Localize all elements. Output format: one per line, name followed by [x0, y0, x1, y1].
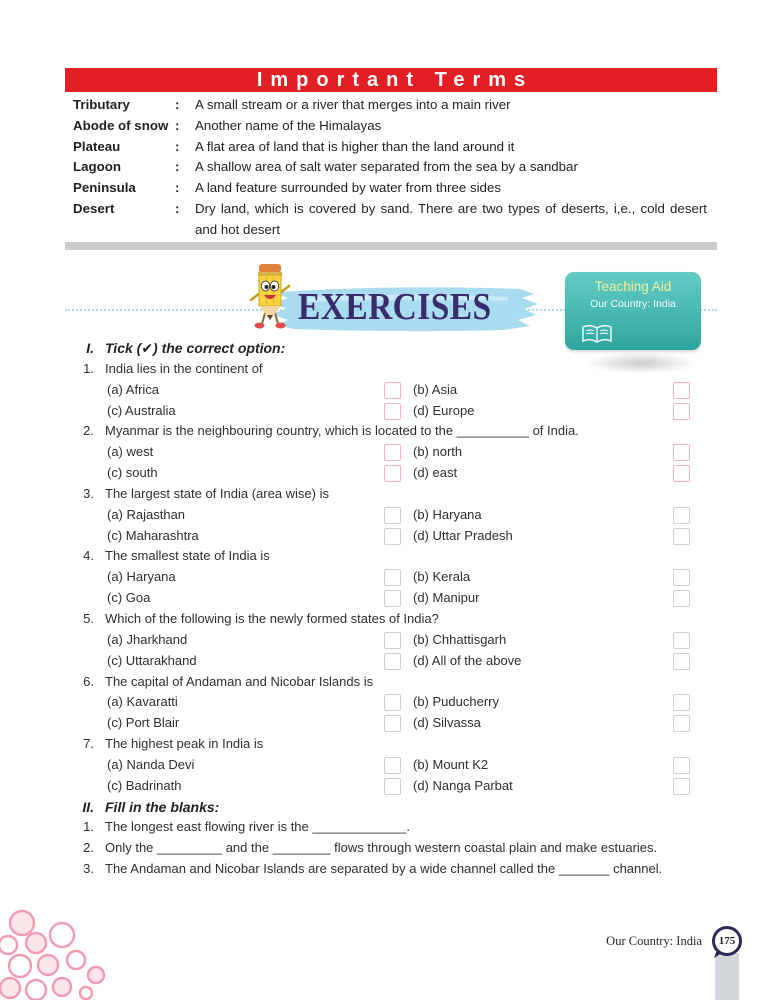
option-d-checkbox[interactable]: [673, 590, 690, 607]
option-c: (c) Badrinath: [107, 777, 182, 793]
option-c: (c) Goa: [107, 590, 151, 606]
options-row: [0, 692, 782, 713]
option-c-checkbox[interactable]: [384, 778, 401, 795]
important-terms-banner: Important Terms: [65, 68, 717, 92]
blank-number: 2.: [83, 840, 94, 856]
term-separator: :: [175, 159, 180, 175]
term-name: Lagoon: [73, 159, 122, 175]
option-d-checkbox[interactable]: [673, 653, 690, 670]
question-number: 1.: [83, 360, 94, 376]
option-d: (d) Nanga Parbat: [413, 777, 513, 793]
question-number: 5.: [83, 610, 94, 626]
question-text: Which of the following is the newly formed states of India?: [105, 610, 439, 626]
term-definition: Another name of the Himalayas: [195, 117, 382, 133]
question-text: India lies in the continent of: [105, 360, 263, 376]
options-row: [0, 755, 782, 776]
page-number: 175: [718, 935, 736, 947]
term-name: Peninsula: [73, 180, 136, 196]
page-tab-strip: [715, 953, 739, 1000]
option-b-checkbox[interactable]: [673, 507, 690, 524]
section-2-heading: [0, 797, 782, 818]
option-c-checkbox[interactable]: [384, 653, 401, 670]
bubbles-decoration: [0, 905, 112, 1000]
blank-text: Only the _________ and the ________ flows through western coastal plain and make estuaries.: [105, 840, 658, 856]
option-d: (d) Manipur: [413, 590, 480, 606]
section-number: II.: [82, 798, 94, 815]
option-b: (b) Asia: [413, 381, 458, 397]
section-number: I.: [86, 340, 94, 356]
term-row: [0, 157, 782, 178]
pencil-mascot-icon: [243, 262, 295, 330]
question-number: 3.: [83, 485, 94, 501]
question: [0, 672, 782, 735]
option-b-checkbox[interactable]: [673, 632, 690, 649]
option-d: (d) east: [413, 465, 458, 481]
teaching-aid-label: Teaching Aid: [594, 279, 672, 294]
option-a-checkbox[interactable]: [384, 569, 401, 586]
option-d: (d) Uttar Pradesh: [413, 527, 513, 543]
term-name: Desert: [73, 200, 115, 216]
option-b-checkbox[interactable]: [673, 694, 690, 711]
term-row: [0, 137, 782, 158]
section-title: Tick (✔) the correct option:: [105, 340, 286, 356]
question-row: [0, 609, 782, 630]
option-c-checkbox[interactable]: [384, 403, 401, 420]
option-c: (c) Maharashtra: [107, 527, 199, 543]
term-separator: :: [175, 180, 180, 196]
options-row: [0, 442, 782, 463]
footer-title: Our Country: India: [606, 934, 702, 948]
question-text: The smallest state of India is: [105, 548, 270, 564]
term-row: [0, 116, 782, 137]
term-row: [0, 199, 782, 241]
option-a-checkbox[interactable]: [384, 382, 401, 399]
question: [0, 484, 782, 547]
teaching-aid-subtitle: Our Country: India: [590, 298, 676, 310]
question-number: 4.: [83, 548, 94, 564]
option-a-checkbox[interactable]: [384, 444, 401, 461]
question: [0, 359, 782, 422]
option-a: (a) Jharkhand: [107, 631, 188, 647]
option-b: (b) Chhattisgarh: [413, 631, 507, 647]
option-a: (a) Kavaratti: [107, 694, 178, 710]
question-text: The capital of Andaman and Nicobar Islands is: [105, 673, 374, 689]
term-row: [0, 95, 782, 116]
options-row: [0, 380, 782, 401]
option-a: (a) Rajasthan: [107, 506, 186, 522]
option-d: (d) Silvassa: [413, 715, 481, 731]
option-c: (c) Australia: [107, 402, 176, 418]
term-definition: Dry land, which is covered by sand. There are two types of deserts, i,e., cold desert and hot desert: [195, 200, 707, 237]
blank-item: [0, 838, 782, 859]
question-row: [0, 484, 782, 505]
term-definition: A flat area of land that is higher than the land around it: [195, 138, 515, 154]
section-divider: [65, 242, 717, 250]
term-row: [0, 178, 782, 199]
exercises-body: [0, 338, 782, 880]
options-row: [0, 505, 782, 526]
term-definition: A shallow area of salt water separated from the sea by a sandbar: [195, 159, 578, 175]
term-name: Abode of snow: [73, 117, 169, 133]
option-a: (a) west: [107, 444, 154, 460]
option-a-checkbox[interactable]: [384, 507, 401, 524]
option-c-checkbox[interactable]: [384, 590, 401, 607]
section-title: Fill in the blanks:: [105, 798, 220, 815]
option-c-checkbox[interactable]: [384, 715, 401, 732]
section-1-heading: [0, 338, 782, 359]
options-row: [0, 463, 782, 484]
question: [0, 546, 782, 609]
option-a-checkbox[interactable]: [384, 632, 401, 649]
option-b: (b) Mount K2: [413, 756, 489, 772]
option-b-checkbox[interactable]: [673, 382, 690, 399]
important-terms-list: [0, 95, 782, 241]
term-separator: :: [175, 138, 180, 154]
option-d-checkbox[interactable]: [673, 465, 690, 482]
question-row: [0, 672, 782, 693]
term-definition: A small stream or a river that merges into a main river: [195, 97, 511, 112]
option-c: (c) south: [107, 465, 158, 481]
options-row: [0, 526, 782, 547]
option-c: (c) Port Blair: [107, 715, 180, 731]
option-c: (c) Uttarakhand: [107, 652, 197, 668]
question-number: 2.: [83, 423, 94, 439]
question-text: Myanmar is the neighbouring country, which is located to the __________ of India.: [105, 423, 579, 439]
blank-text: The longest east flowing river is the _____________.: [105, 819, 410, 835]
option-b-checkbox[interactable]: [673, 757, 690, 774]
option-d-checkbox[interactable]: [673, 715, 690, 732]
term-separator: :: [175, 117, 180, 133]
options-row: [0, 776, 782, 797]
question-row: [0, 546, 782, 567]
option-c-checkbox[interactable]: [384, 465, 401, 482]
blank-item: [0, 817, 782, 838]
option-d-checkbox[interactable]: [673, 403, 690, 420]
options-row: [0, 713, 782, 734]
option-b: (b) Puducherry: [413, 694, 499, 710]
options-row: [0, 588, 782, 609]
options-row: [0, 651, 782, 672]
question-text: The largest state of India (area wise) is: [105, 485, 329, 501]
option-a-checkbox[interactable]: [384, 694, 401, 711]
question-number: 6.: [83, 673, 94, 689]
blank-item: [0, 859, 782, 880]
term-name: Tributary: [73, 97, 130, 112]
option-a: (a) Nanda Devi: [107, 756, 195, 772]
blank-text: The Andaman and Nicobar Islands are separated by a wide channel called the _______ channel.: [105, 861, 663, 877]
question-row: [0, 734, 782, 755]
exercises-title: EXERCISES: [298, 286, 492, 328]
option-b: (b) Haryana: [413, 506, 482, 522]
option-a-checkbox[interactable]: [384, 757, 401, 774]
options-row: [0, 401, 782, 422]
question-row: [0, 359, 782, 380]
option-b-checkbox[interactable]: [673, 569, 690, 586]
term-name: Plateau: [73, 138, 121, 154]
option-b: (b) north: [413, 444, 463, 460]
term-definition: A land feature surrounded by water from three sides: [195, 180, 501, 196]
option-a: (a) Haryana: [107, 569, 176, 585]
option-b-checkbox[interactable]: [673, 444, 690, 461]
question-number: 7.: [83, 736, 94, 752]
question: [0, 609, 782, 672]
option-a: (a) Africa: [107, 381, 160, 397]
option-d: (d) All of the above: [413, 652, 522, 668]
blank-number: 3.: [83, 861, 94, 877]
question-row: [0, 421, 782, 442]
options-row: [0, 567, 782, 588]
question: [0, 421, 782, 484]
question: [0, 734, 782, 797]
option-d-checkbox[interactable]: [673, 528, 690, 545]
options-row: [0, 630, 782, 651]
option-d-checkbox[interactable]: [673, 778, 690, 795]
option-b: (b) Kerala: [413, 569, 471, 585]
blank-number: 1.: [83, 819, 94, 835]
term-separator: :: [175, 200, 180, 216]
option-d: (d) Europe: [413, 402, 475, 418]
term-separator: :: [175, 97, 180, 112]
option-c-checkbox[interactable]: [384, 528, 401, 545]
question-text: The highest peak in India is: [105, 736, 264, 752]
